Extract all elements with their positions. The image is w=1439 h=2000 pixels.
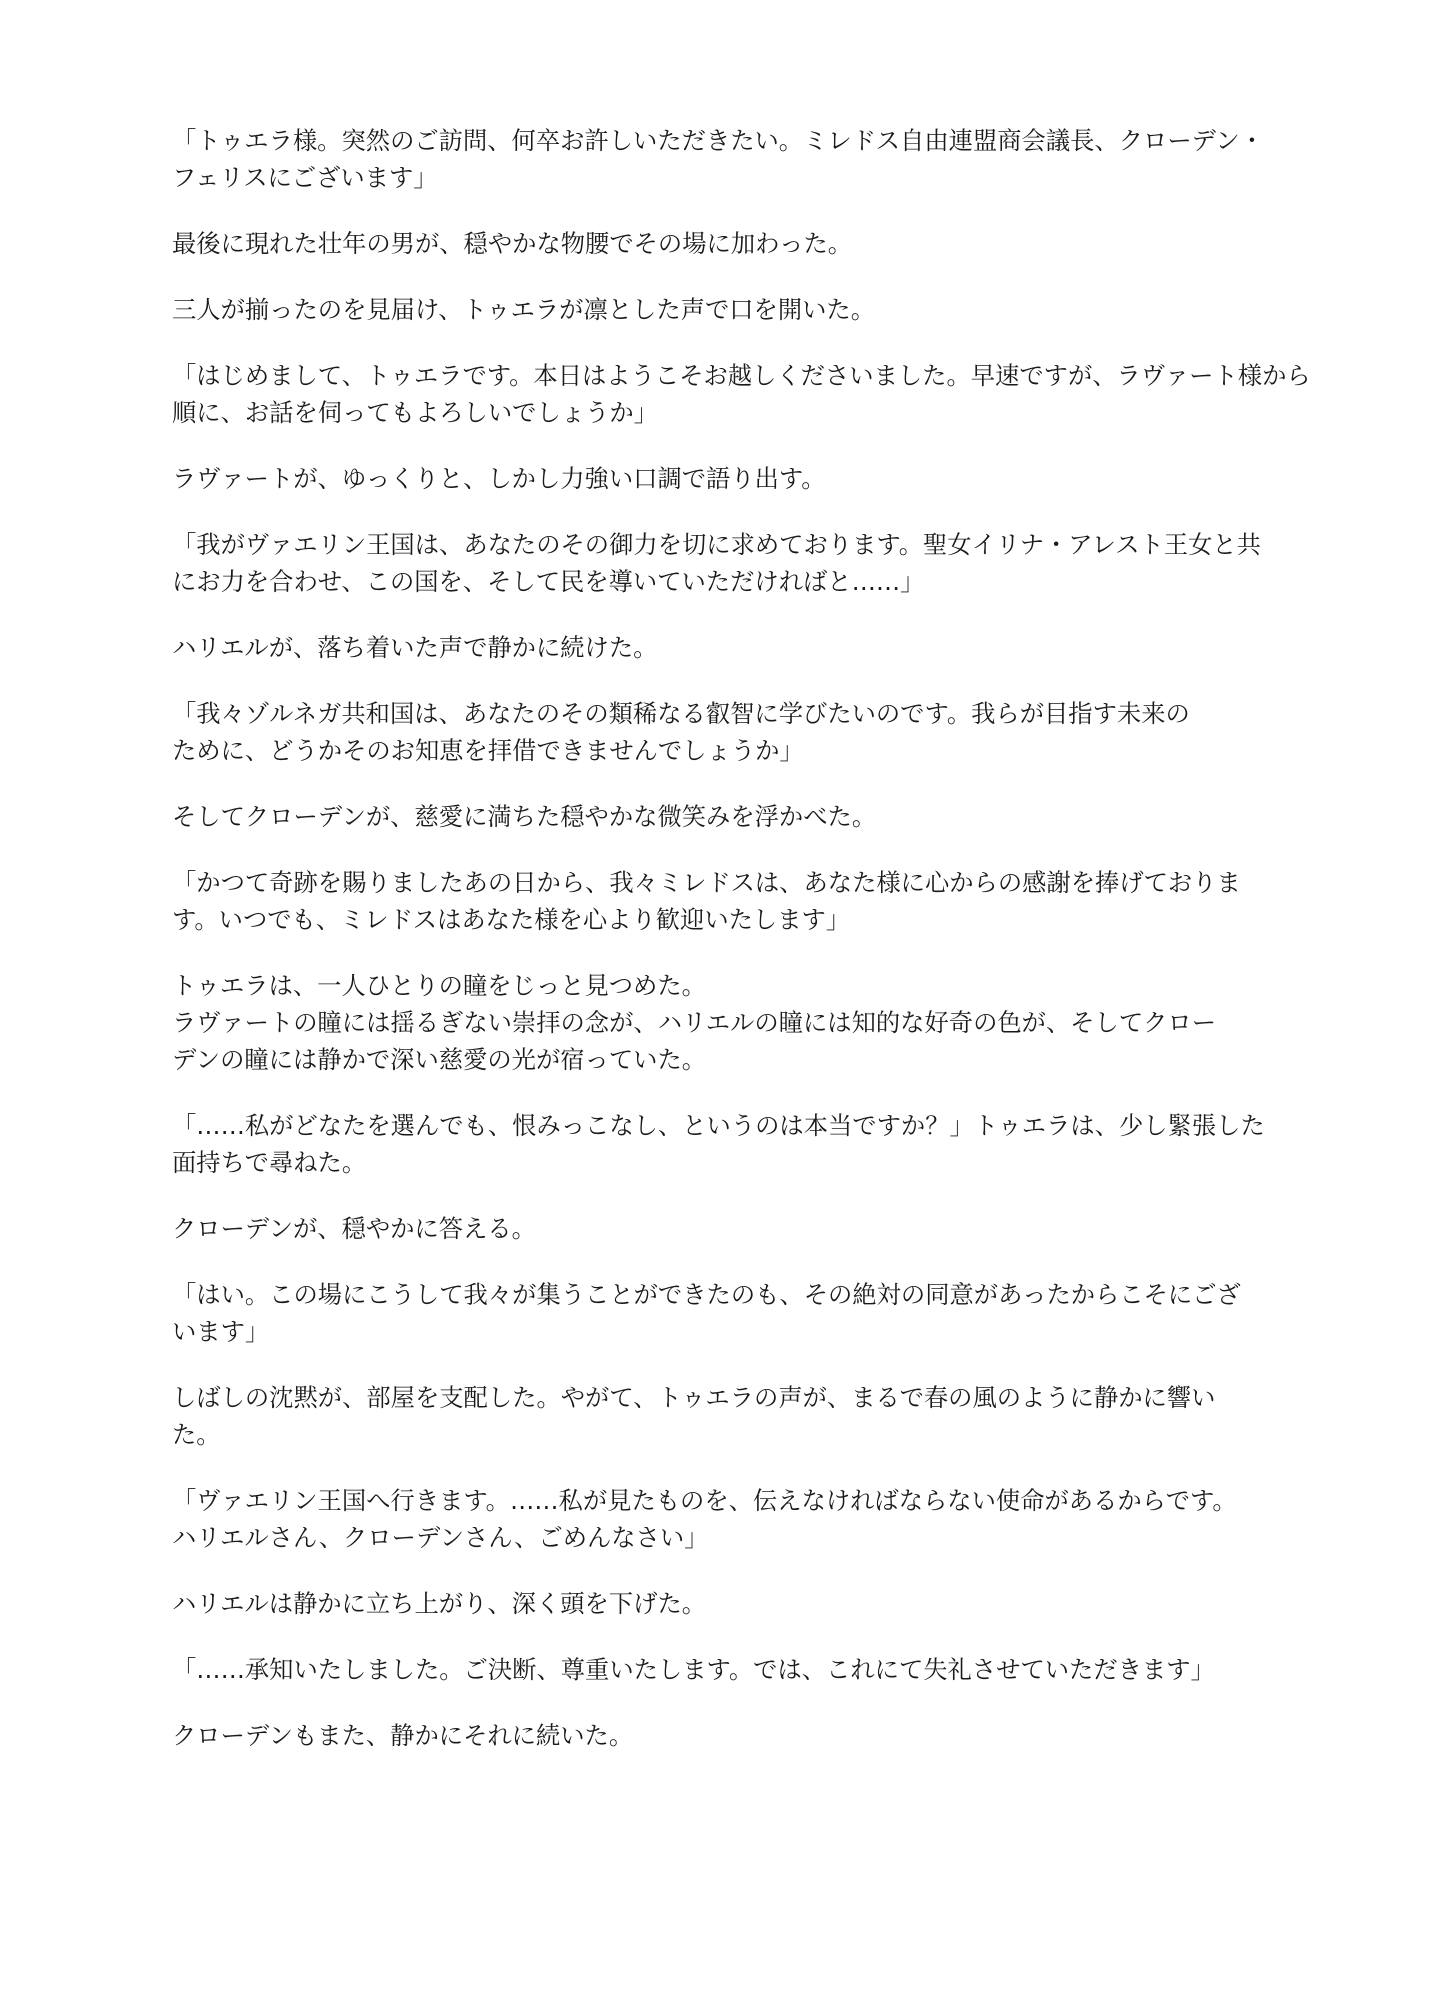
text-line: た。: [172, 1420, 221, 1449]
paragraph: [172, 291, 1282, 328]
paragraph: [172, 695, 1282, 769]
text-line: ハリエルが、落ち着いた声で静かに続けた。: [172, 633, 658, 662]
text-line: 「……承知いたしました。ご決断、尊重いたします。では、これにて失礼させていただきます」: [172, 1655, 1215, 1684]
body-text: [172, 122, 1311, 1783]
text-line: 面持ちで尋ねた。: [172, 1148, 367, 1177]
text-line: ハリエルは静かに立ち上がり、深く頭を下げた。: [172, 1589, 707, 1618]
text-line: ために、どうかそのお知恵を拝借できませんでしょうか」: [172, 736, 804, 765]
text-line: クローデンが、穏やかに答える。: [172, 1214, 536, 1243]
paragraph: [172, 526, 1282, 600]
text-line: ラヴァートの瞳には揺るぎない崇拝の念が、ハリエルの瞳には知的な好奇の色が、そしてクロー: [172, 1008, 1217, 1037]
paragraph: [172, 1210, 1282, 1247]
text-line: 「ヴァエリン王国へ行きます。……私が見たものを、伝えなければならない使命があるからです。: [172, 1486, 1237, 1515]
paragraph: [172, 1379, 1282, 1453]
text-line: 順に、お話を伺ってもよろしいでしょうか」: [172, 398, 658, 427]
paragraph: [172, 967, 1282, 1078]
text-line: す。いつでも、ミレドスはあなた様を心より歓迎いたします」: [172, 905, 851, 934]
text-line: フェリスにございます」: [172, 163, 438, 192]
paragraph: [172, 122, 1282, 196]
text-line: ハリエルさん、クローデンさん、ごめんなさい」: [172, 1523, 709, 1552]
paragraph: [172, 1717, 1282, 1754]
paragraph: [172, 1651, 1282, 1688]
text-line: ラヴァートが、ゆっくりと、しかし力強い口調で語り出す。: [172, 464, 826, 493]
text-line: 「……私がどなたを選んでも、恨みっこなし、というのは本当ですか？」トゥエラは、少し緊張した: [172, 1111, 1265, 1140]
text-line: 「我がヴァエリン王国は、あなたのその御力を切に求めております。聖女イリナ・アレスト王女と共: [172, 530, 1261, 559]
paragraph: [172, 357, 1311, 431]
paragraph: [172, 1482, 1282, 1556]
paragraph: [172, 798, 1282, 835]
text-line: 「かつて奇跡を賜りましたあの日から、我々ミレドスは、あなた様に心からの感謝を捧げておりま: [172, 868, 1241, 897]
text-line: 「はじめまして、トゥエラです。本日はようこそお越しくださいました。早速ですが、ラヴァート様から: [172, 361, 1311, 390]
text-line: しばしの沈黙が、部屋を支配した。やがて、トゥエラの声が、まるで春の風のように静かに響い: [172, 1383, 1216, 1412]
paragraph: [172, 1107, 1282, 1181]
paragraph: [172, 225, 1282, 262]
text-line: にお力を合わせ、この国を、そして民を導いていただければと……」: [172, 567, 925, 596]
text-line: 「我々ゾルネガ共和国は、あなたのその類稀なる叡智に学びたいのです。我らが目指す未来の: [172, 699, 1190, 728]
text-line: 三人が揃ったのを見届け、トゥエラが凛とした声で口を開いた。: [172, 295, 876, 324]
text-line: トゥエラは、一人ひとりの瞳をじっと見つめた。: [172, 971, 706, 1000]
text-line: クローデンもまた、静かにそれに続いた。: [172, 1721, 634, 1750]
text-line: そしてクローデンが、慈愛に満ちた穏やかな微笑みを浮かべた。: [172, 802, 877, 831]
paragraph: [172, 629, 1282, 666]
text-line: 「トゥエラ様。突然のご訪問、何卒お許しいただきたい。ミレドス自由連盟商会議長、クローデン・: [172, 126, 1265, 155]
text-line: デンの瞳には静かで深い慈愛の光が宿っていた。: [172, 1045, 707, 1074]
paragraph: [172, 460, 1282, 497]
text-line: います」: [172, 1317, 270, 1346]
text-line: 「はい。この場にこうして我々が集うことができたのも、その絶対の同意があったからこそにござ: [172, 1280, 1241, 1309]
paragraph: [172, 1276, 1282, 1350]
text-line: 最後に現れた壮年の男が、穏やかな物腰でその場に加わった。: [172, 229, 853, 258]
paragraph: [172, 864, 1282, 938]
paragraph: [172, 1585, 1282, 1622]
